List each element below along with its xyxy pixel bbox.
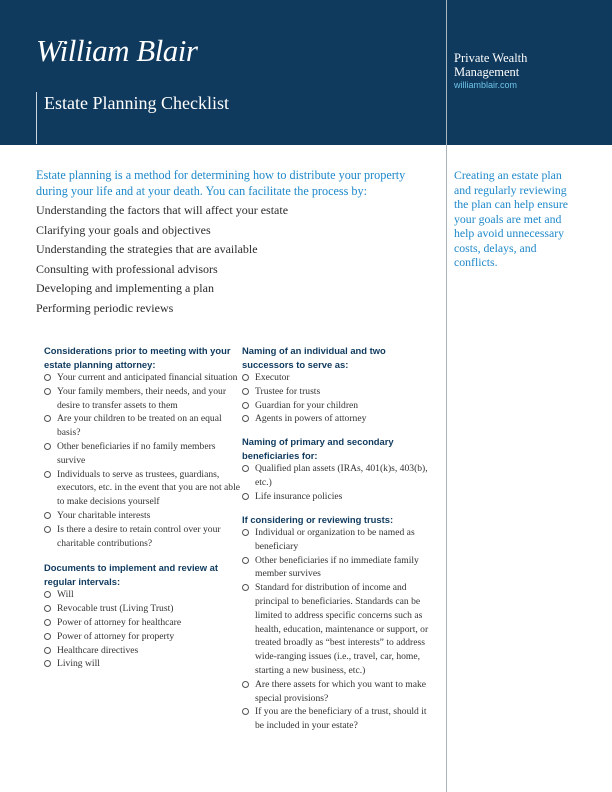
checklist-column-left (44, 344, 240, 671)
checklist-item[interactable]: Healthcare directives (44, 644, 240, 658)
checklist-item[interactable]: If you are the beneficiary of a trust, should it be included in your estate? (242, 705, 438, 733)
checkbox-circle-icon[interactable] (44, 443, 51, 450)
checkbox-circle-icon[interactable] (242, 465, 249, 472)
checklist-item[interactable]: Qualified plan assets (IRAs, 401(k)s, 403(b), etc.) (242, 462, 438, 490)
page-title: Estate Planning Checklist (44, 93, 229, 113)
column-divider (446, 0, 447, 792)
checklist-item[interactable]: Executor (242, 371, 438, 385)
intro-point: Consulting with professional advisors (36, 261, 218, 276)
checkbox-circle-icon[interactable] (44, 605, 51, 612)
checklist-item[interactable]: Guardian for your children (242, 399, 438, 413)
checklist-column-right (242, 344, 438, 733)
checkbox-circle-icon[interactable] (44, 591, 51, 598)
brand-logo: William Blair (36, 33, 198, 68)
checkbox-circle-icon[interactable] (242, 388, 249, 395)
checklist-item[interactable]: Your charitable interests (44, 509, 240, 523)
checkbox-circle-icon[interactable] (44, 647, 51, 654)
intro-point: Understanding the factors that will affect your estate (36, 203, 289, 217)
checklist-item[interactable]: Standard for distribution of income and principal to beneficiaries. Standards can be limited to address specific concerns such as health, education, maintenance or support, or treated broadly as “best interests” to address wide-ranging issues (i.e., travel, car, home, starting a new business, etc.) (242, 581, 438, 678)
checkbox-circle-icon[interactable] (242, 708, 249, 715)
section-heading-documents: Documents to implement and review at regular intervals: (44, 562, 218, 587)
checklist-item[interactable]: Will (44, 588, 240, 602)
division-name (454, 51, 527, 79)
checkbox-circle-icon[interactable] (44, 415, 51, 422)
checklist-item[interactable]: Individual or organization to be named as beneficiary (242, 526, 438, 554)
checklist-item[interactable]: Your current and anticipated financial situation (44, 371, 240, 385)
checklist-item[interactable]: Trustee for trusts (242, 385, 438, 399)
checkbox-circle-icon[interactable] (44, 471, 51, 478)
checklist-item[interactable]: Power of attorney for healthcare (44, 616, 240, 630)
checkbox-circle-icon[interactable] (242, 557, 249, 564)
checklist-item[interactable]: Are your children to be treated on an equal basis? (44, 412, 240, 440)
checkbox-circle-icon[interactable] (44, 388, 51, 395)
checklist-item[interactable]: Other beneficiaries if no family members survive (44, 440, 240, 468)
section-heading-considerations: Considerations prior to meeting with your estate planning attorney: (44, 345, 231, 370)
title-divider (36, 92, 37, 144)
checkbox-circle-icon[interactable] (44, 526, 51, 533)
division-line-2: Management (454, 65, 520, 79)
checklist-item[interactable]: Revocable trust (Living Trust) (44, 602, 240, 616)
intro-points (36, 203, 436, 320)
checklist-item[interactable]: Is there a desire to retain control over your charitable contributions? (44, 523, 240, 551)
checklist-item[interactable]: Other beneficiaries if no immediate family member survives (242, 554, 438, 582)
checkbox-circle-icon[interactable] (242, 584, 249, 591)
checklist-item[interactable]: Your family members, their needs, and your desire to transfer assets to them (44, 385, 240, 413)
sidebar-callout: Creating an estate plan and regularly reviewing the plan can help ensure your goals are met and help avoid unnecessary costs, delays, and conflicts. (454, 168, 568, 269)
checklist-item[interactable]: Power of attorney for property (44, 630, 240, 644)
checkbox-circle-icon[interactable] (242, 415, 249, 422)
checkbox-circle-icon[interactable] (44, 633, 51, 640)
checkbox-circle-icon[interactable] (44, 512, 51, 519)
division-line-1: Private Wealth (454, 51, 528, 65)
section-heading-trusts: If considering or reviewing trusts: (242, 513, 394, 525)
checklist-item[interactable]: Life insurance policies (242, 490, 438, 504)
checkbox-circle-icon[interactable] (44, 660, 51, 667)
header-banner (0, 0, 612, 145)
checkbox-circle-icon[interactable] (242, 493, 249, 500)
checklist-item[interactable]: Are there assets for which you want to make special provisions? (242, 678, 438, 706)
checkbox-circle-icon[interactable] (242, 681, 249, 688)
checklist-item[interactable]: Individuals to serve as trustees, guardians, executors, etc. in the event that you are not able to make decisions yourself (44, 468, 240, 509)
checkbox-circle-icon[interactable] (242, 374, 249, 381)
checkbox-circle-icon[interactable] (44, 374, 51, 381)
intro-point: Clarifying your goals and objectives (36, 222, 211, 237)
intro-point: Performing periodic reviews (36, 300, 174, 315)
intro-lead: Estate planning is a method for determining how to distribute your property during your life and at your death. You can facilitate the process by: (36, 168, 406, 198)
checklist-item[interactable]: Agents in powers of attorney (242, 412, 438, 426)
website-link[interactable]: williamblair.com (454, 80, 518, 90)
checkbox-circle-icon[interactable] (44, 619, 51, 626)
checkbox-circle-icon[interactable] (242, 402, 249, 409)
checklist-item[interactable]: Living will (44, 657, 240, 671)
section-heading-naming-beneficiaries: Naming of primary and secondary beneficiaries for: (242, 436, 394, 461)
section-heading-naming-individual: Naming of an individual and two successors to serve as: (242, 345, 386, 370)
intro-point: Developing and implementing a plan (36, 281, 214, 295)
intro-point: Understanding the strategies that are available (36, 242, 258, 256)
checkbox-circle-icon[interactable] (242, 529, 249, 536)
